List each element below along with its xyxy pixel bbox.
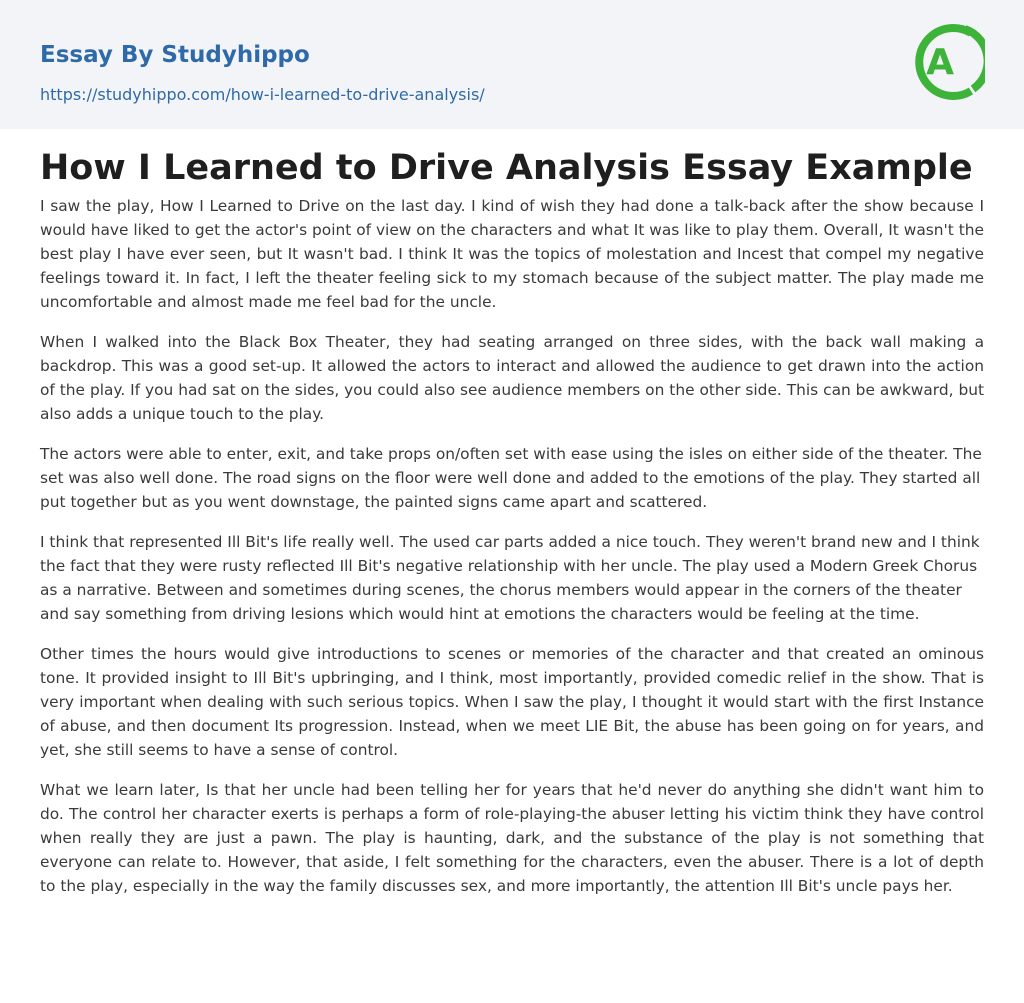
source-url-link[interactable]: https://studyhippo.com/how-i-learned-to-drive-analysis/ bbox=[40, 85, 485, 104]
essay-paragraph: I saw the play, How I Learned to Drive on the last day. I kind of wish they had done a talk-back after the show because I would have liked to get the actor's point of view on the characters and what It was like to play them. Overall, It wasn't the best play I have ever seen, but It wasn't bad. I think It was the topics of molestation and Incest that compel my negative feelings toward it. In fact, I left the theater feeling sick to my stomach because of the subject matter. The play made me uncomfortable and almost made me feel bad for the uncle. bbox=[40, 197, 984, 311]
page-title: How I Learned to Drive Analysis Essay Example bbox=[40, 148, 973, 188]
essay-paragraph: When I walked into the Black Box Theater, they had seating arranged on three sides, with the back wall making a backdrop. This was a good set-up. It allowed the actors to interact and allowed the audience to get drawn into the action of the play. If you had sat on the sides, you could also see audience members on the other side. This can be awkward, but also adds a unique touch to the play. bbox=[40, 333, 984, 423]
logo-letter: A bbox=[926, 42, 954, 83]
essay-paragraph: What we learn later, Is that her uncle had been telling her for years that he'd never do anything she didn't want him to do. The control her character exerts is perhaps a form of role-playing-the abuser letting his victim think they have control when really they are just a pawn. The play is haunting, dark, and the substance of the play is not something that everyone can relate to. However, that aside, I felt something for the characters, even the abuser. There is a lot of depth to the play, especially in the way the family discusses sex, and more importantly, the attention Ill Bit's uncle pays her. bbox=[40, 781, 984, 895]
essay-paragraph: The actors were able to enter, exit, and take props on/often set with ease using the isles on either side of the theater. The set was also well done. The road signs on the floor were well done and added to the emotions of the play. They started all put together but as you went downstage, the painted signs came apart and scattered. bbox=[40, 445, 982, 511]
brand-title[interactable]: Essay By Studyhippo bbox=[40, 42, 310, 68]
essay-body bbox=[40, 194, 984, 914]
essay-paragraph: I think that represented Ill Bit's life really well. The used car parts added a nice touch. They weren't brand new and I think the fact that they were rusty reflected Ill Bit's negative relationship with her uncle. The play used a Modern Greek Chorus as a narrative. Between and sometimes during scenes, the chorus members would appear in the corners of the theater and say something from driving lesions which would hint at emotions the characters would be feeling at the time. bbox=[40, 533, 980, 623]
essay-paragraph: Other times the hours would give introductions to scenes or memories of the character and that created an ominous tone. It provided insight to Ill Bit's upbringing, and I think, most importantly, provided comedic relief in the show. That is very important when dealing with such serious topics. When I saw the play, I thought it would start with the first Instance of abuse, and then document Its progression. Instead, when we meet LIE Bit, the abuse has been going on for years, and yet, she still seems to have a sense of control. bbox=[40, 645, 984, 759]
